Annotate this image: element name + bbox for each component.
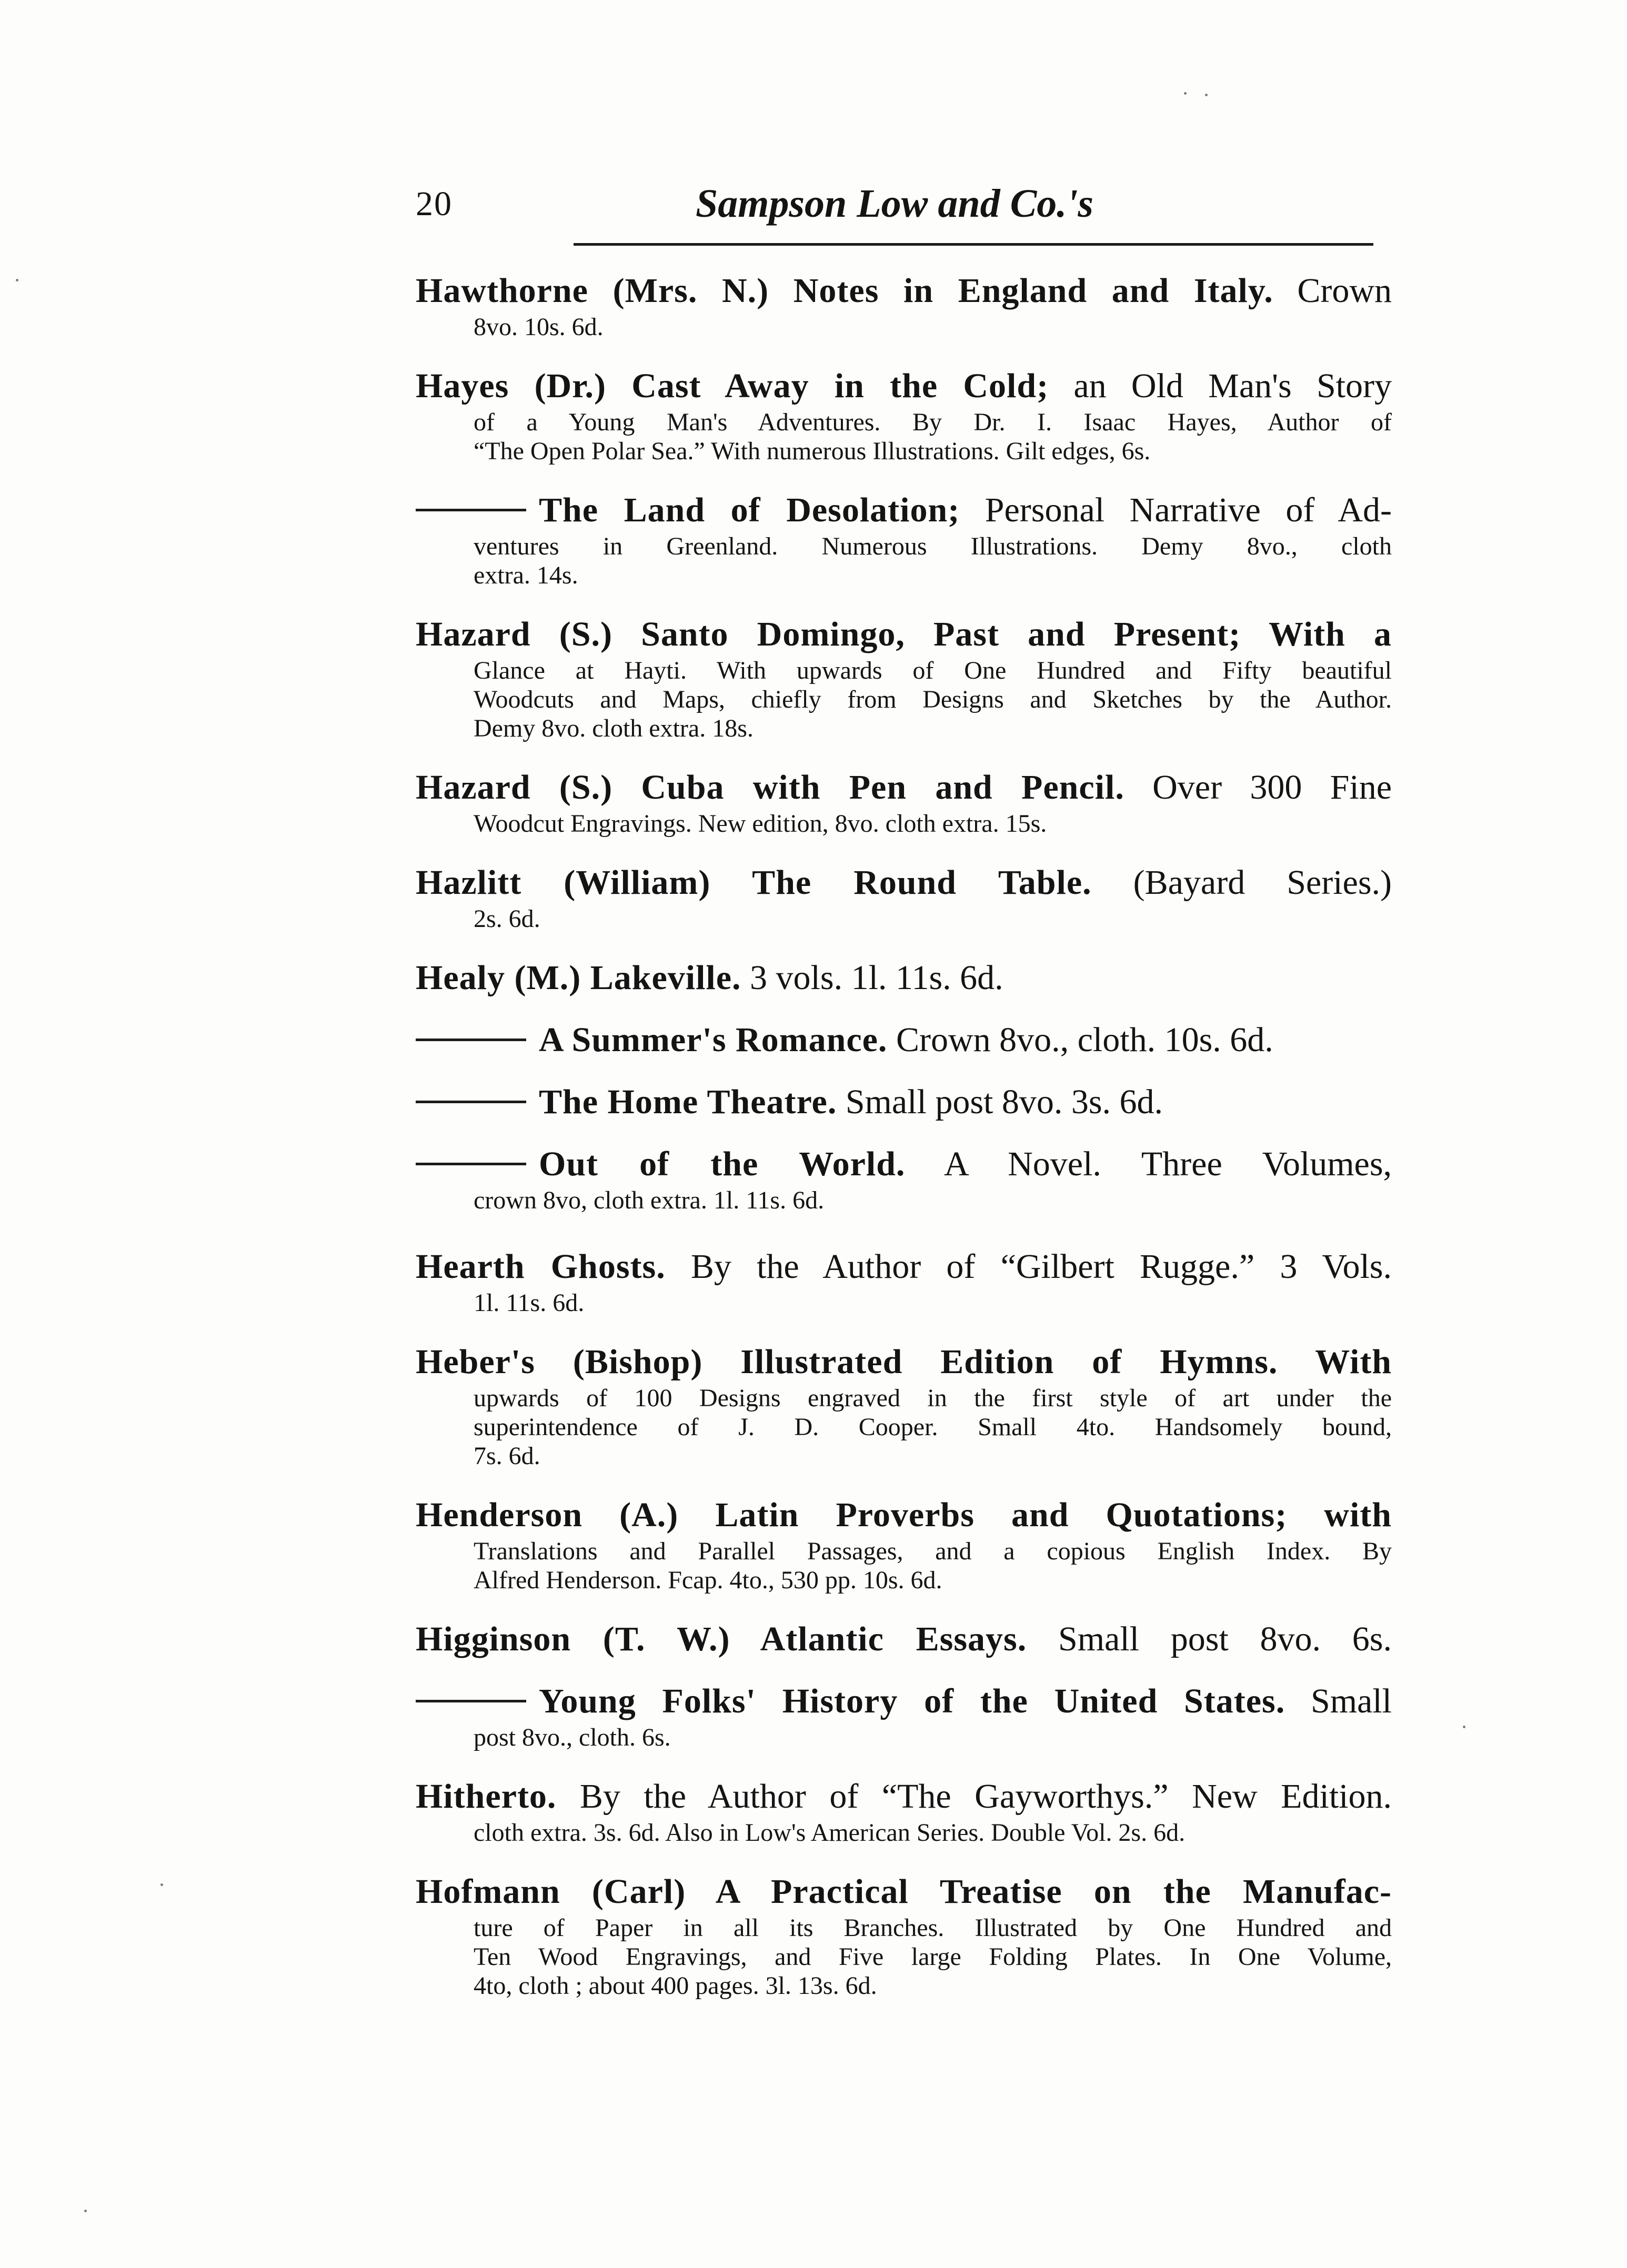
header-rule: [574, 243, 1373, 246]
entry-details: [474, 1537, 1392, 1595]
catalogue-entry: [416, 613, 1392, 743]
scan-speck: [160, 1883, 163, 1886]
entry-details: [474, 904, 1392, 933]
entry-details: [474, 1913, 1392, 2000]
catalogue-entry: [416, 1494, 1392, 1595]
entry-title: Hitherto.: [416, 1777, 557, 1816]
entry-heading: [416, 1494, 1392, 1537]
entry-detail-line: Woodcut Engravings. New edition, 8vo. cloth extra. 15s.: [474, 810, 1047, 838]
entry-heading: [416, 1081, 1392, 1124]
entry-heading: [416, 365, 1392, 408]
ditto-dash: [416, 1101, 526, 1103]
entry-detail-line: ventures in Greenland. Numerous Illustrations. Demy 8vo., cloth: [474, 532, 1392, 560]
entry-details: [474, 532, 1392, 590]
entry-detail-line: Demy 8vo. cloth extra. 18s.: [474, 714, 754, 742]
entry-detail-line: crown 8vo, cloth extra. 1l. 11s. 6d.: [474, 1186, 825, 1214]
entry-detail-line: 7s. 6d.: [474, 1442, 540, 1470]
entry-details: [474, 809, 1392, 838]
catalogue-entry: [416, 1680, 1392, 1752]
scan-speck: [84, 2210, 87, 2212]
entry-heading-rest: Crown: [1297, 271, 1392, 310]
entry-title: Hayes (Dr.) Cast Away in the Cold;: [416, 367, 1049, 405]
catalogue-entry: [416, 956, 1392, 1000]
entry-heading-rest: By the Author of “The Gayworthys.” New Edition.: [579, 1777, 1392, 1816]
entry-title: Hawthorne (Mrs. N.) Notes in England and Italy.: [416, 271, 1273, 310]
entry-title: Hofmann (Carl) A Practical Treatise on the Manufac-: [416, 1872, 1392, 1911]
running-title: Sampson Low and Co.'s: [696, 182, 1093, 226]
catalogue-entry: [416, 1019, 1392, 1062]
entry-heading: [416, 1340, 1392, 1384]
entry-detail-line: Glance at Hayti. With upwards of One Hundred and Fifty beautiful: [474, 657, 1392, 684]
entry-heading-rest: Small post 8vo. 3s. 6d.: [845, 1083, 1163, 1121]
entry-title: Henderson (A.) Latin Proverbs and Quotations; with: [416, 1496, 1392, 1534]
entry-heading: [416, 613, 1392, 656]
catalogue-entry: [416, 1143, 1392, 1215]
catalogue-entry: [416, 1775, 1392, 1847]
catalogue-entry: [416, 766, 1392, 838]
entry-detail-line: Translations and Parallel Passages, and a copious English Index. By: [474, 1537, 1392, 1565]
entry-heading-rest: 3 vols. 1l. 11s. 6d.: [750, 959, 1003, 997]
entry-details: [474, 1723, 1392, 1752]
entry-heading: [416, 861, 1392, 904]
ditto-dash: [416, 1039, 526, 1041]
entry-heading-rest: Small post 8vo. 6s.: [1058, 1620, 1392, 1658]
scan-speck: [1463, 1726, 1465, 1728]
entry-heading: [416, 489, 1392, 532]
entry-heading-rest: By the Author of “Gilbert Rugge.” 3 Vols.: [690, 1247, 1392, 1286]
entry-title: Young Folks' History of the United States.: [539, 1682, 1285, 1720]
entry-title: The Land of Desolation;: [539, 491, 960, 529]
entry-detail-line: superintendence of J. D. Cooper. Small 4to. Handsomely bound,: [474, 1413, 1392, 1441]
entry-heading: [416, 1870, 1392, 1913]
ditto-dash: [416, 1700, 526, 1702]
entry-heading-rest: (Bayard Series.): [1133, 863, 1392, 902]
page-number: 20: [416, 185, 453, 223]
scan-speck: [1184, 92, 1187, 95]
entry-heading: [416, 1143, 1392, 1186]
scan-speck: [16, 279, 18, 281]
catalogue-entry: [416, 489, 1392, 590]
entry-detail-line: 8vo. 10s. 6d.: [474, 313, 604, 341]
catalogue-entry: [416, 1340, 1392, 1470]
catalogue-entries: [416, 269, 1392, 2023]
entry-details: [474, 1186, 1392, 1215]
entry-heading: [416, 1245, 1392, 1288]
entry-heading: [416, 1775, 1392, 1818]
entry-detail-line: 1l. 11s. 6d.: [474, 1289, 585, 1317]
entry-detail-line: upwards of 100 Designs engraved in the first style of art under the: [474, 1384, 1392, 1412]
catalogue-entry: [416, 365, 1392, 466]
entry-heading-rest: Personal Narrative of Ad-: [985, 491, 1392, 529]
catalogue-entry: [416, 1081, 1392, 1124]
entry-title: Hazard (S.) Cuba with Pen and Pencil.: [416, 768, 1124, 807]
entry-detail-line: Alfred Henderson. Fcap. 4to., 530 pp. 10s. 6d.: [474, 1566, 942, 1594]
entry-detail-line: Woodcuts and Maps, chiefly from Designs and Sketches by the Author.: [474, 686, 1392, 713]
ditto-dash: [416, 1163, 526, 1165]
catalogue-entry: [416, 1870, 1392, 2000]
catalogue-entry: [416, 269, 1392, 341]
entry-title: Hearth Ghosts.: [416, 1247, 666, 1286]
catalogue-entry: [416, 861, 1392, 933]
entry-title: A Summer's Romance.: [539, 1021, 888, 1059]
entry-title: The Home Theatre.: [539, 1083, 837, 1121]
entry-detail-line: 2s. 6d.: [474, 905, 540, 933]
entry-detail-line: cloth extra. 3s. 6d. Also in Low's American Series. Double Vol. 2s. 6d.: [474, 1819, 1186, 1847]
entry-title: Hazard (S.) Santo Domingo, Past and Present; With a: [416, 615, 1392, 653]
entry-title: Healy (M.) Lakeville.: [416, 959, 741, 997]
entry-detail-line: ture of Paper in all its Branches. Illustrated by One Hundred and: [474, 1914, 1392, 1942]
entry-details: [474, 1818, 1392, 1847]
catalogue-entry: [416, 1245, 1392, 1317]
entry-title: Heber's (Bishop) Illustrated Edition of Hymns. With: [416, 1343, 1392, 1381]
entry-heading-rest: Crown 8vo., cloth. 10s. 6d.: [896, 1021, 1273, 1059]
entry-heading: [416, 1680, 1392, 1723]
entry-detail-line: of a Young Man's Adventures. By Dr. I. Isaac Hayes, Author of: [474, 408, 1392, 436]
entry-details: [474, 1288, 1392, 1317]
entry-heading-rest: an Old Man's Story: [1073, 367, 1392, 405]
catalogue-entry: [416, 1618, 1392, 1661]
scan-speck: [1205, 94, 1208, 96]
entry-heading-rest: Small: [1310, 1682, 1392, 1720]
entry-heading: [416, 269, 1392, 313]
entry-title: Out of the World.: [539, 1145, 906, 1183]
entry-detail-line: Ten Wood Engravings, and Five large Folding Plates. In One Volume,: [474, 1943, 1392, 1971]
entry-details: [474, 408, 1392, 466]
entry-heading: [416, 766, 1392, 809]
entry-details: [474, 656, 1392, 743]
entry-detail-line: 4to, cloth ; about 400 pages. 3l. 13s. 6d.: [474, 1972, 877, 2000]
entry-details: [474, 313, 1392, 341]
entry-title: Hazlitt (William) The Round Table.: [416, 863, 1092, 902]
entry-details: [474, 1384, 1392, 1470]
entry-detail-line: “The Open Polar Sea.” With numerous Illustrations. Gilt edges, 6s.: [474, 437, 1151, 465]
entry-heading-rest: A Novel. Three Volumes,: [943, 1145, 1392, 1183]
page-header: [416, 184, 1373, 242]
ditto-dash: [416, 509, 526, 511]
entry-title: Higginson (T. W.) Atlantic Essays.: [416, 1620, 1027, 1658]
entry-detail-line: extra. 14s.: [474, 561, 578, 589]
entry-heading: [416, 1019, 1392, 1062]
entry-heading-rest: Over 300 Fine: [1152, 768, 1392, 807]
entry-heading: [416, 1618, 1392, 1661]
entry-detail-line: post 8vo., cloth. 6s.: [474, 1723, 671, 1751]
entry-heading: [416, 956, 1392, 1000]
